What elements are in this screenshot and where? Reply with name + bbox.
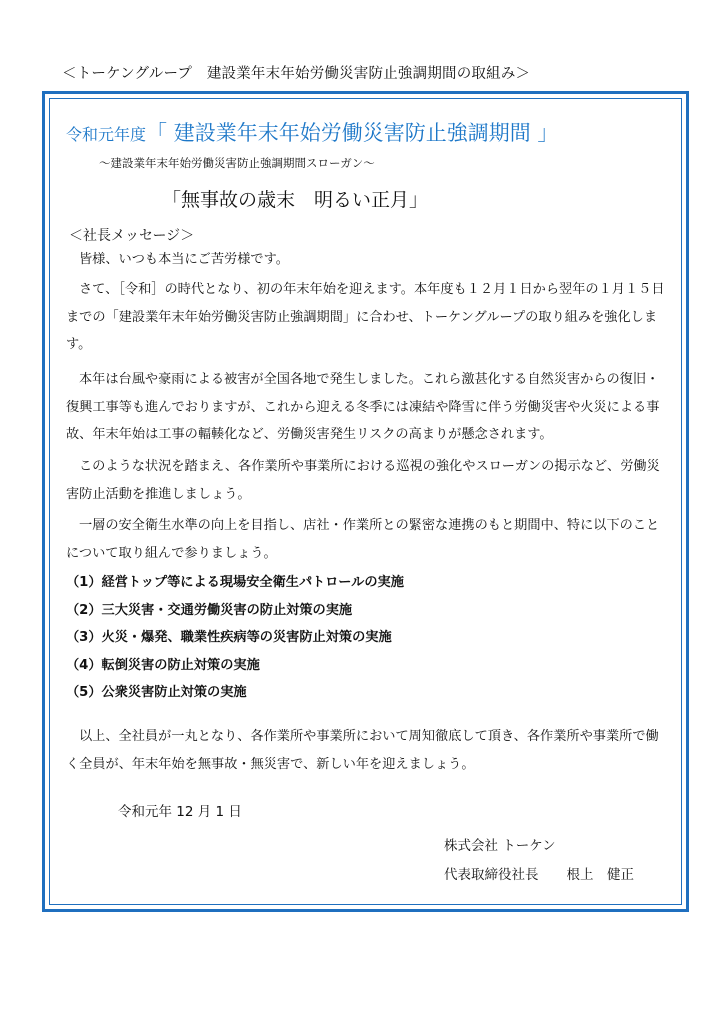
paragraph-cooperation: 一層の安全衛生水準の向上を目指し、店社・作業所との緊密な連携のもと期間中、特に以下のことについて取り組んで参りましょう。 bbox=[66, 518, 660, 561]
period-title bbox=[66, 117, 558, 147]
representative-name: 根上 健正 bbox=[566, 867, 634, 883]
paragraph-activities: このような状況を踏まえ、各作業所や事業所における巡視の強化やスローガンの掲示など、労働災害防止活動を推進しましょう。 bbox=[66, 459, 660, 502]
issue-date: 令和元年 12 月 1 日 bbox=[118, 804, 242, 820]
title-main: 「 建設業年末年始労働災害防止強調期間 」 bbox=[146, 121, 559, 145]
paragraph-greeting: 皆様、いつも本当にご苦労様です。 bbox=[79, 252, 289, 267]
list-item: （4）転倒災害の防止対策の実施 bbox=[66, 657, 260, 673]
paragraph-intro: さて、［令和］の時代となり、初の年末年始を迎えます。本年度も１２月１日から翌年の１月１５日までの「建設業年末年始労働災害防止強調期間」に合わせ、トーケングループの取り組みを強化します。 bbox=[66, 282, 665, 353]
title-prefix: 令和元年度 bbox=[66, 125, 147, 144]
list-item: （5）公衆災害防止対策の実施 bbox=[66, 685, 247, 701]
list-item: （1）経営トップ等による現場安全衛生パトロールの実施 bbox=[66, 575, 404, 590]
document-header: ＜トーケングループ 建設業年末年始労働災害防止強調期間の取組み＞ bbox=[62, 66, 531, 82]
action-items-list bbox=[66, 569, 666, 707]
message-heading: ＜社長メッセージ＞ bbox=[69, 228, 195, 244]
representative bbox=[444, 863, 634, 883]
paragraph-closing: 以上、全社員が一丸となり、各作業所や事業所において周知徹底して頂き、各作業所や事業所で働く全員が、年末年始を無事故・無災害で、新しい年を迎えましょう。 bbox=[66, 729, 659, 772]
list-item: （2）三大災害・交通労働災害の防止対策の実施 bbox=[66, 602, 353, 618]
slogan-caption: ～建設業年末年始労働災害防止強調期間スローガン～ bbox=[99, 156, 375, 170]
company-name: 株式会社 トーケン bbox=[444, 838, 556, 854]
list-item: （3）火災・爆発、職業性疾病等の災害防止対策の実施 bbox=[66, 630, 392, 646]
slogan: 「無事故の歳末 明るい正月」 bbox=[162, 189, 429, 211]
paragraph-risks: 本年は台風や豪雨による被害が全国各地で発生しました。これら激甚化する自然災害からの復旧・復興工事等も進んでおりますが、これから迎える冬季には凍結や降雪に伴う労働災害や火災による事故、年末年始は工事の輻輳化など、労働災害発生リスクの高まりが懸念されます。 bbox=[66, 372, 660, 443]
representative-title: 代表取締役社長 bbox=[444, 867, 539, 883]
